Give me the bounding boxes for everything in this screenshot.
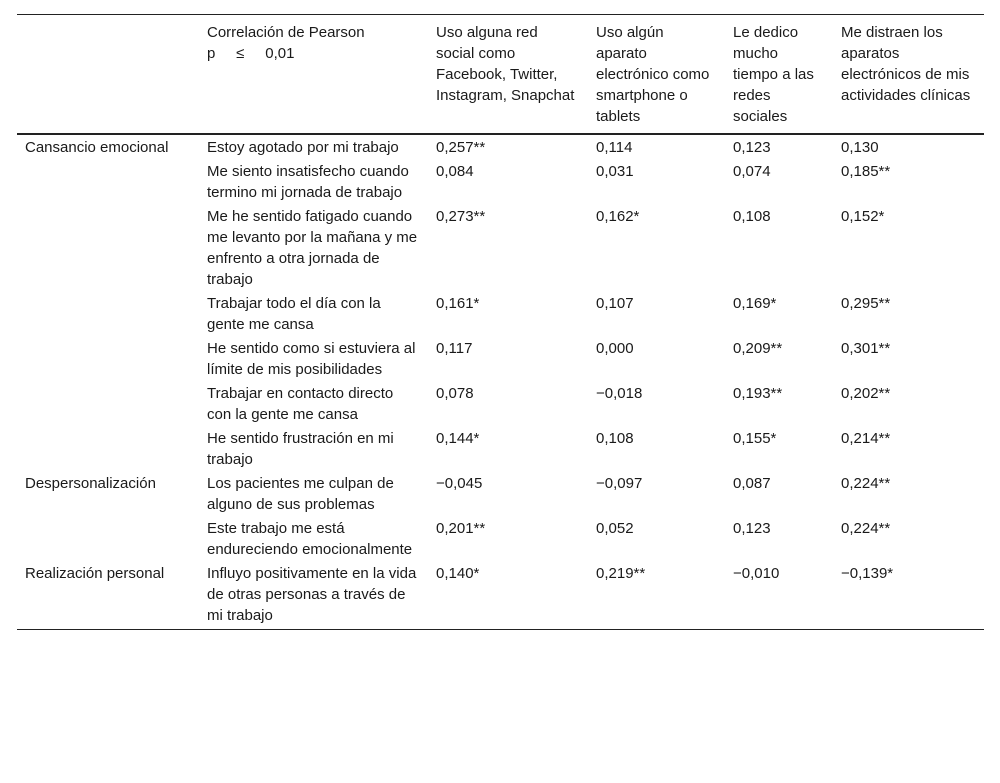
table-header [17,15,984,135]
value-cell: 0,108 [596,430,634,447]
table-row [17,381,984,426]
value-cell: 0,123 [733,520,771,537]
value-cell: 0,257** [436,139,486,156]
value-cell: 0,108 [733,208,771,225]
header-cell-time-social-networks: Le dedico mucho tiempo a las redes sociales [733,24,814,125]
table-row [17,204,984,291]
pearson-significance: p ≤ 0,01 [207,45,295,62]
table-row [17,336,984,381]
value-cell: 0,162* [596,208,640,225]
item-label: Estoy agotado por mi trabajo [207,139,399,156]
group-label [17,516,199,561]
correlation-table [17,14,984,630]
table-body [17,134,984,630]
group-label [17,291,199,336]
value-cell: 0,224** [841,475,891,492]
table-row [17,159,984,204]
value-cell: 0,117 [436,340,473,357]
value-cell: 0,219** [596,565,646,582]
correlation-table-container [17,14,984,630]
header-cell-device-use: Uso algún aparato electrónico como smartphone o tablets [596,24,710,125]
value-cell: 0,123 [733,139,771,156]
value-cell: −0,018 [596,385,643,402]
group-label: Realización personal [25,565,165,582]
header-cell-social-network-use: Uso alguna red social como Facebook, Twitter, Instagram, Snapchat [436,24,575,104]
value-cell: 0,144* [436,430,480,447]
value-cell: 0,185** [841,163,891,180]
value-cell: 0,140* [436,565,480,582]
value-cell: 0,107 [596,295,634,312]
value-cell: 0,074 [733,163,771,180]
value-cell: 0,295** [841,295,891,312]
value-cell: −0,097 [596,475,643,492]
value-cell: 0,130 [841,139,879,156]
table-row [17,561,984,630]
value-cell: 0,201** [436,520,486,537]
header-cell-pearson [199,15,428,135]
value-cell: −0,139* [841,565,894,582]
group-label [17,426,199,471]
item-label: Me siento insatisfecho cuando termino mi jornada de trabajo [207,163,409,201]
pearson-label: Correlación de Pearson [207,24,365,41]
value-cell: 0,052 [596,520,634,537]
value-cell: 0,087 [733,475,771,492]
value-cell: 0,193** [733,385,783,402]
table-row [17,291,984,336]
value-cell: 0,084 [436,163,474,180]
value-cell: 0,301** [841,340,891,357]
value-cell: 0,161* [436,295,480,312]
item-label: Los pacientes me culpan de alguno de sus problemas [207,475,394,513]
group-label [17,381,199,426]
header-cell-empty [17,15,199,135]
value-cell: 0,273** [436,208,486,225]
item-label: Influyo positivamente en la vida de otras personas a través de mi trabajo [207,565,417,624]
table-row [17,516,984,561]
group-label: Cansancio emocional [25,139,169,156]
value-cell: 0,000 [596,340,634,357]
table-row [17,426,984,471]
item-label: Este trabajo me está endureciendo emocionalmente [207,520,413,558]
value-cell: −0,010 [733,565,780,582]
value-cell: 0,209** [733,340,783,357]
group-label: Despersonalización [25,475,156,492]
item-label: Me he sentido fatigado cuando me levanto por la mañana y me enfrento a otra jornada de trabajo [207,208,418,288]
item-label: He sentido frustración en mi trabajo [207,430,394,468]
value-cell: 0,078 [436,385,474,402]
group-label [17,159,199,204]
value-cell: 0,169* [733,295,777,312]
item-label: Trabajar en contacto directo con la gente me cansa [207,385,394,423]
value-cell: 0,224** [841,520,891,537]
header-row [17,15,984,135]
item-label: He sentido como si estuviera al límite de mis posibilidades [207,340,416,378]
table-row [17,471,984,516]
value-cell: 0,152* [841,208,885,225]
value-cell: 0,155* [733,430,777,447]
value-cell: 0,031 [596,163,634,180]
value-cell: −0,045 [436,475,483,492]
header-cell-devices-distraction: Me distraen los aparatos electrónicos de mis actividades clínicas [841,24,971,104]
item-label: Trabajar todo el día con la gente me cansa [207,295,381,333]
group-label [17,204,199,291]
value-cell: 0,114 [596,139,633,156]
table-row [17,134,984,159]
value-cell: 0,202** [841,385,891,402]
value-cell: 0,214** [841,430,891,447]
group-label [17,336,199,381]
